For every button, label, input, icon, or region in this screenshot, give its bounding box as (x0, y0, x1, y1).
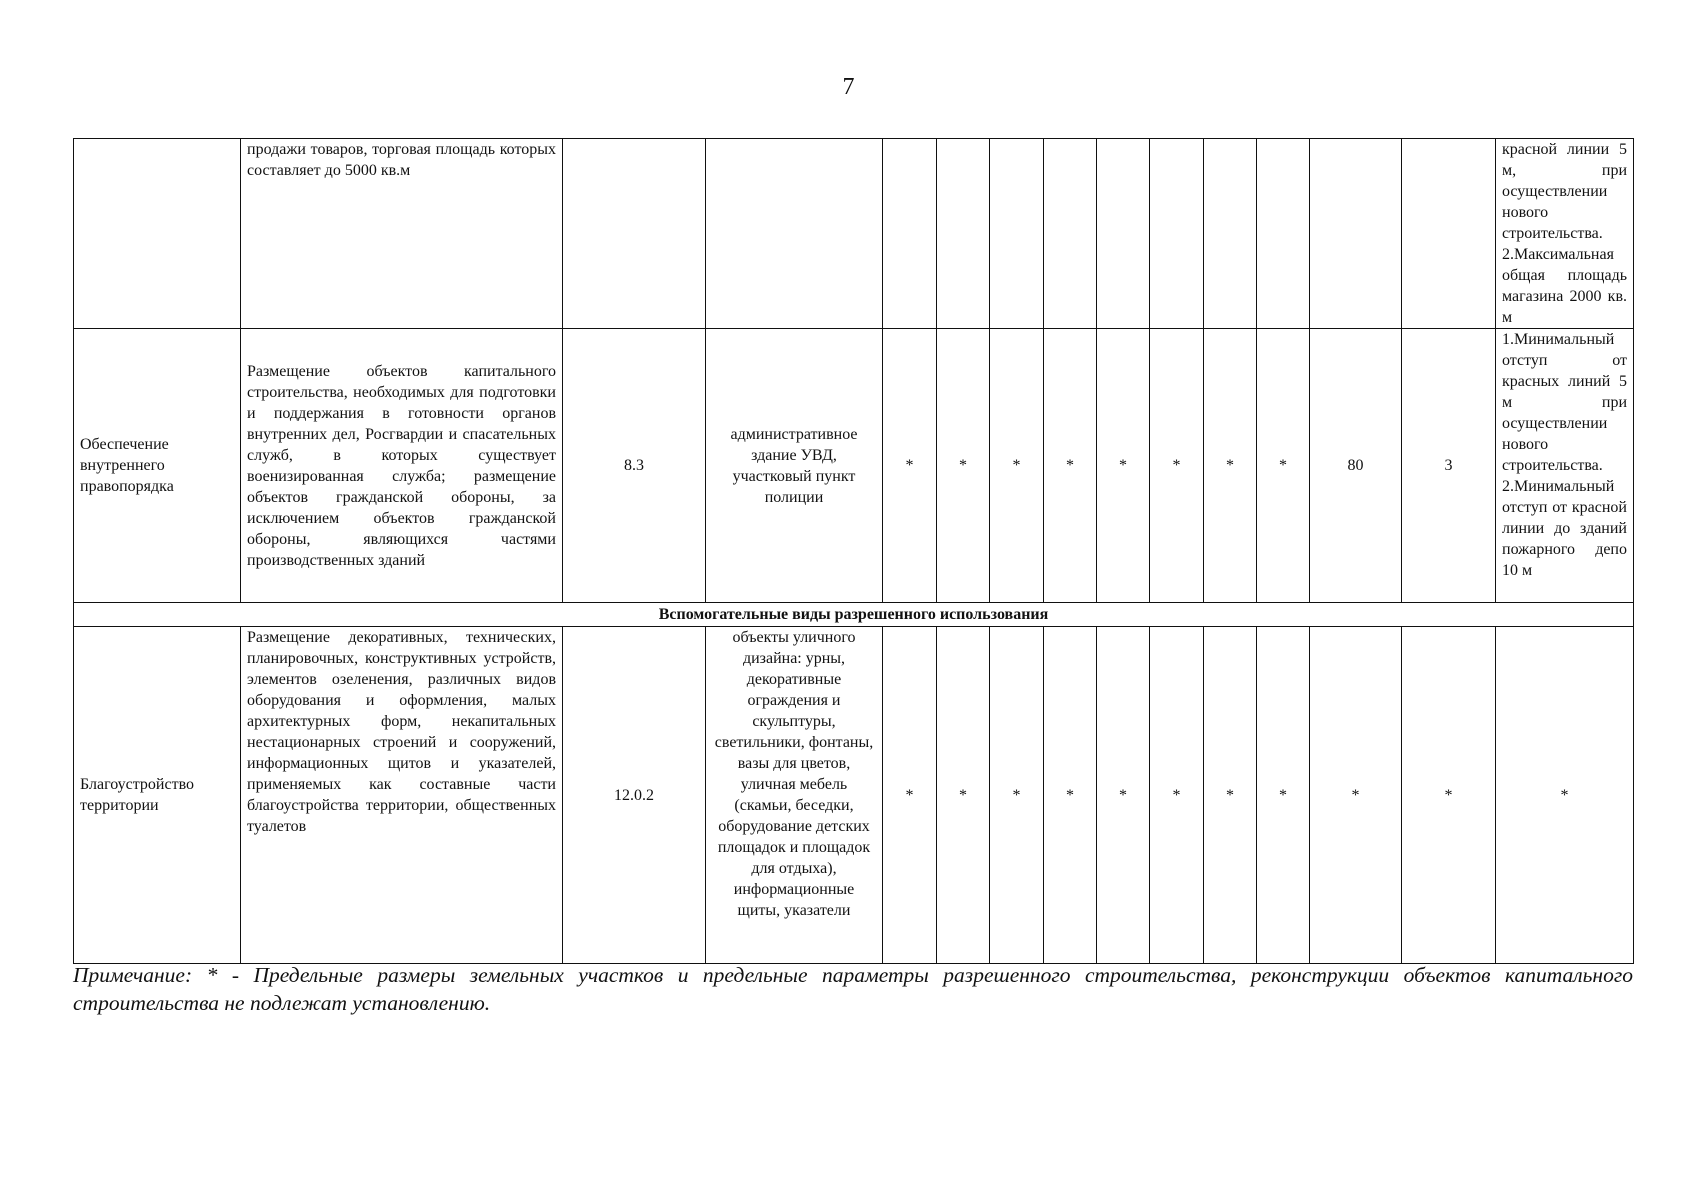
param-cell (883, 139, 937, 329)
param-cell (937, 139, 990, 329)
param-cell: * (883, 627, 937, 964)
param-cell: * (990, 329, 1044, 603)
table-row (74, 627, 1634, 964)
param-cell: * (1044, 329, 1097, 603)
param-cell (1097, 139, 1150, 329)
permitted-objects (706, 139, 883, 329)
use-name (74, 139, 241, 329)
use-code: 12.0.2 (563, 627, 706, 964)
param-cell (1044, 139, 1097, 329)
use-name: Благоустройство территории (74, 627, 241, 964)
use-description: продажи товаров, торговая площадь которых составляет до 5000 кв.м (241, 139, 563, 329)
use-name: Обеспечение внутреннего правопорядка (74, 329, 241, 603)
param-cell: * (990, 627, 1044, 964)
footnote: Примечание: * - Предельные размеры земельных участков и предельные параметры разрешенного строительства, реконструкции объектов капитального строительства не подлежат установлению. (73, 963, 1633, 1015)
use-description: Размещение объектов капитального строительства, необходимых для подготовки и поддержания в готовности органов внутренних дел, Росгвардии и спасательных служб, в которых существует военизированная служба; размещение объектов гражданской обороны, за исключением объектов гражданской обороны, являющихся частями производственных зданий (241, 329, 563, 603)
restrictions-note: * (1496, 627, 1634, 964)
restrictions-note: 1.Минимальный отступ от красных линий 5 м при осуществлении нового строительства. 2.Минимальный отступ от красной линии до зданий пожарного депо 10 м (1496, 329, 1634, 603)
page-number: 7 (842, 74, 855, 100)
param-cell (1257, 139, 1310, 329)
use-code: 8.3 (563, 329, 706, 603)
restrictions-note: красной линии 5 м, при осуществлении нового строительства. 2.Максимальная общая площадь магазина 2000 кв. м (1496, 139, 1634, 329)
param-cell (1310, 139, 1402, 329)
param-cell: * (937, 329, 990, 603)
param-cell (1150, 139, 1204, 329)
use-code (563, 139, 706, 329)
permitted-objects: объекты уличного дизайна: урны, декоративные ограждения и скульптуры, светильники, фонтаны, вазы для цветов, уличная мебель (скамьи, беседки, оборудование детских площадок и площадок для отдыха), информационные щиты, указатели (706, 627, 883, 964)
param-cell: * (1044, 627, 1097, 964)
param-cell: * (883, 329, 937, 603)
table-row (74, 139, 1634, 329)
param-cell: * (937, 627, 990, 964)
param-cell: * (1150, 627, 1204, 964)
table-row (74, 329, 1634, 603)
param-cell: * (1310, 627, 1402, 964)
param-cell: * (1097, 627, 1150, 964)
param-cell (1204, 139, 1257, 329)
use-description: Размещение декоративных, технических, планировочных, конструктивных устройств, элементов озеленения, различных видов оборудования и оформления, малых архитектурных форм, некапитальных нестационарных строений и сооружений, информационных щитов и указателей, применяемых как составные части благоустройства территории, общественных туалетов (241, 627, 563, 964)
param-cell (990, 139, 1044, 329)
param-cell: * (1257, 329, 1310, 603)
param-cell: * (1257, 627, 1310, 964)
param-cell (1402, 139, 1496, 329)
permitted-objects: административное здание УВД, участковый пункт полиции (706, 329, 883, 603)
land-use-table (73, 138, 1634, 964)
param-cell: * (1204, 329, 1257, 603)
param-cell: * (1204, 627, 1257, 964)
param-cell: * (1150, 329, 1204, 603)
section-title: Вспомогательные виды разрешенного использования (74, 603, 1634, 627)
section-row (74, 603, 1634, 627)
param-cell: 3 (1402, 329, 1496, 603)
param-cell: * (1097, 329, 1150, 603)
param-cell: * (1402, 627, 1496, 964)
param-cell: 80 (1310, 329, 1402, 603)
